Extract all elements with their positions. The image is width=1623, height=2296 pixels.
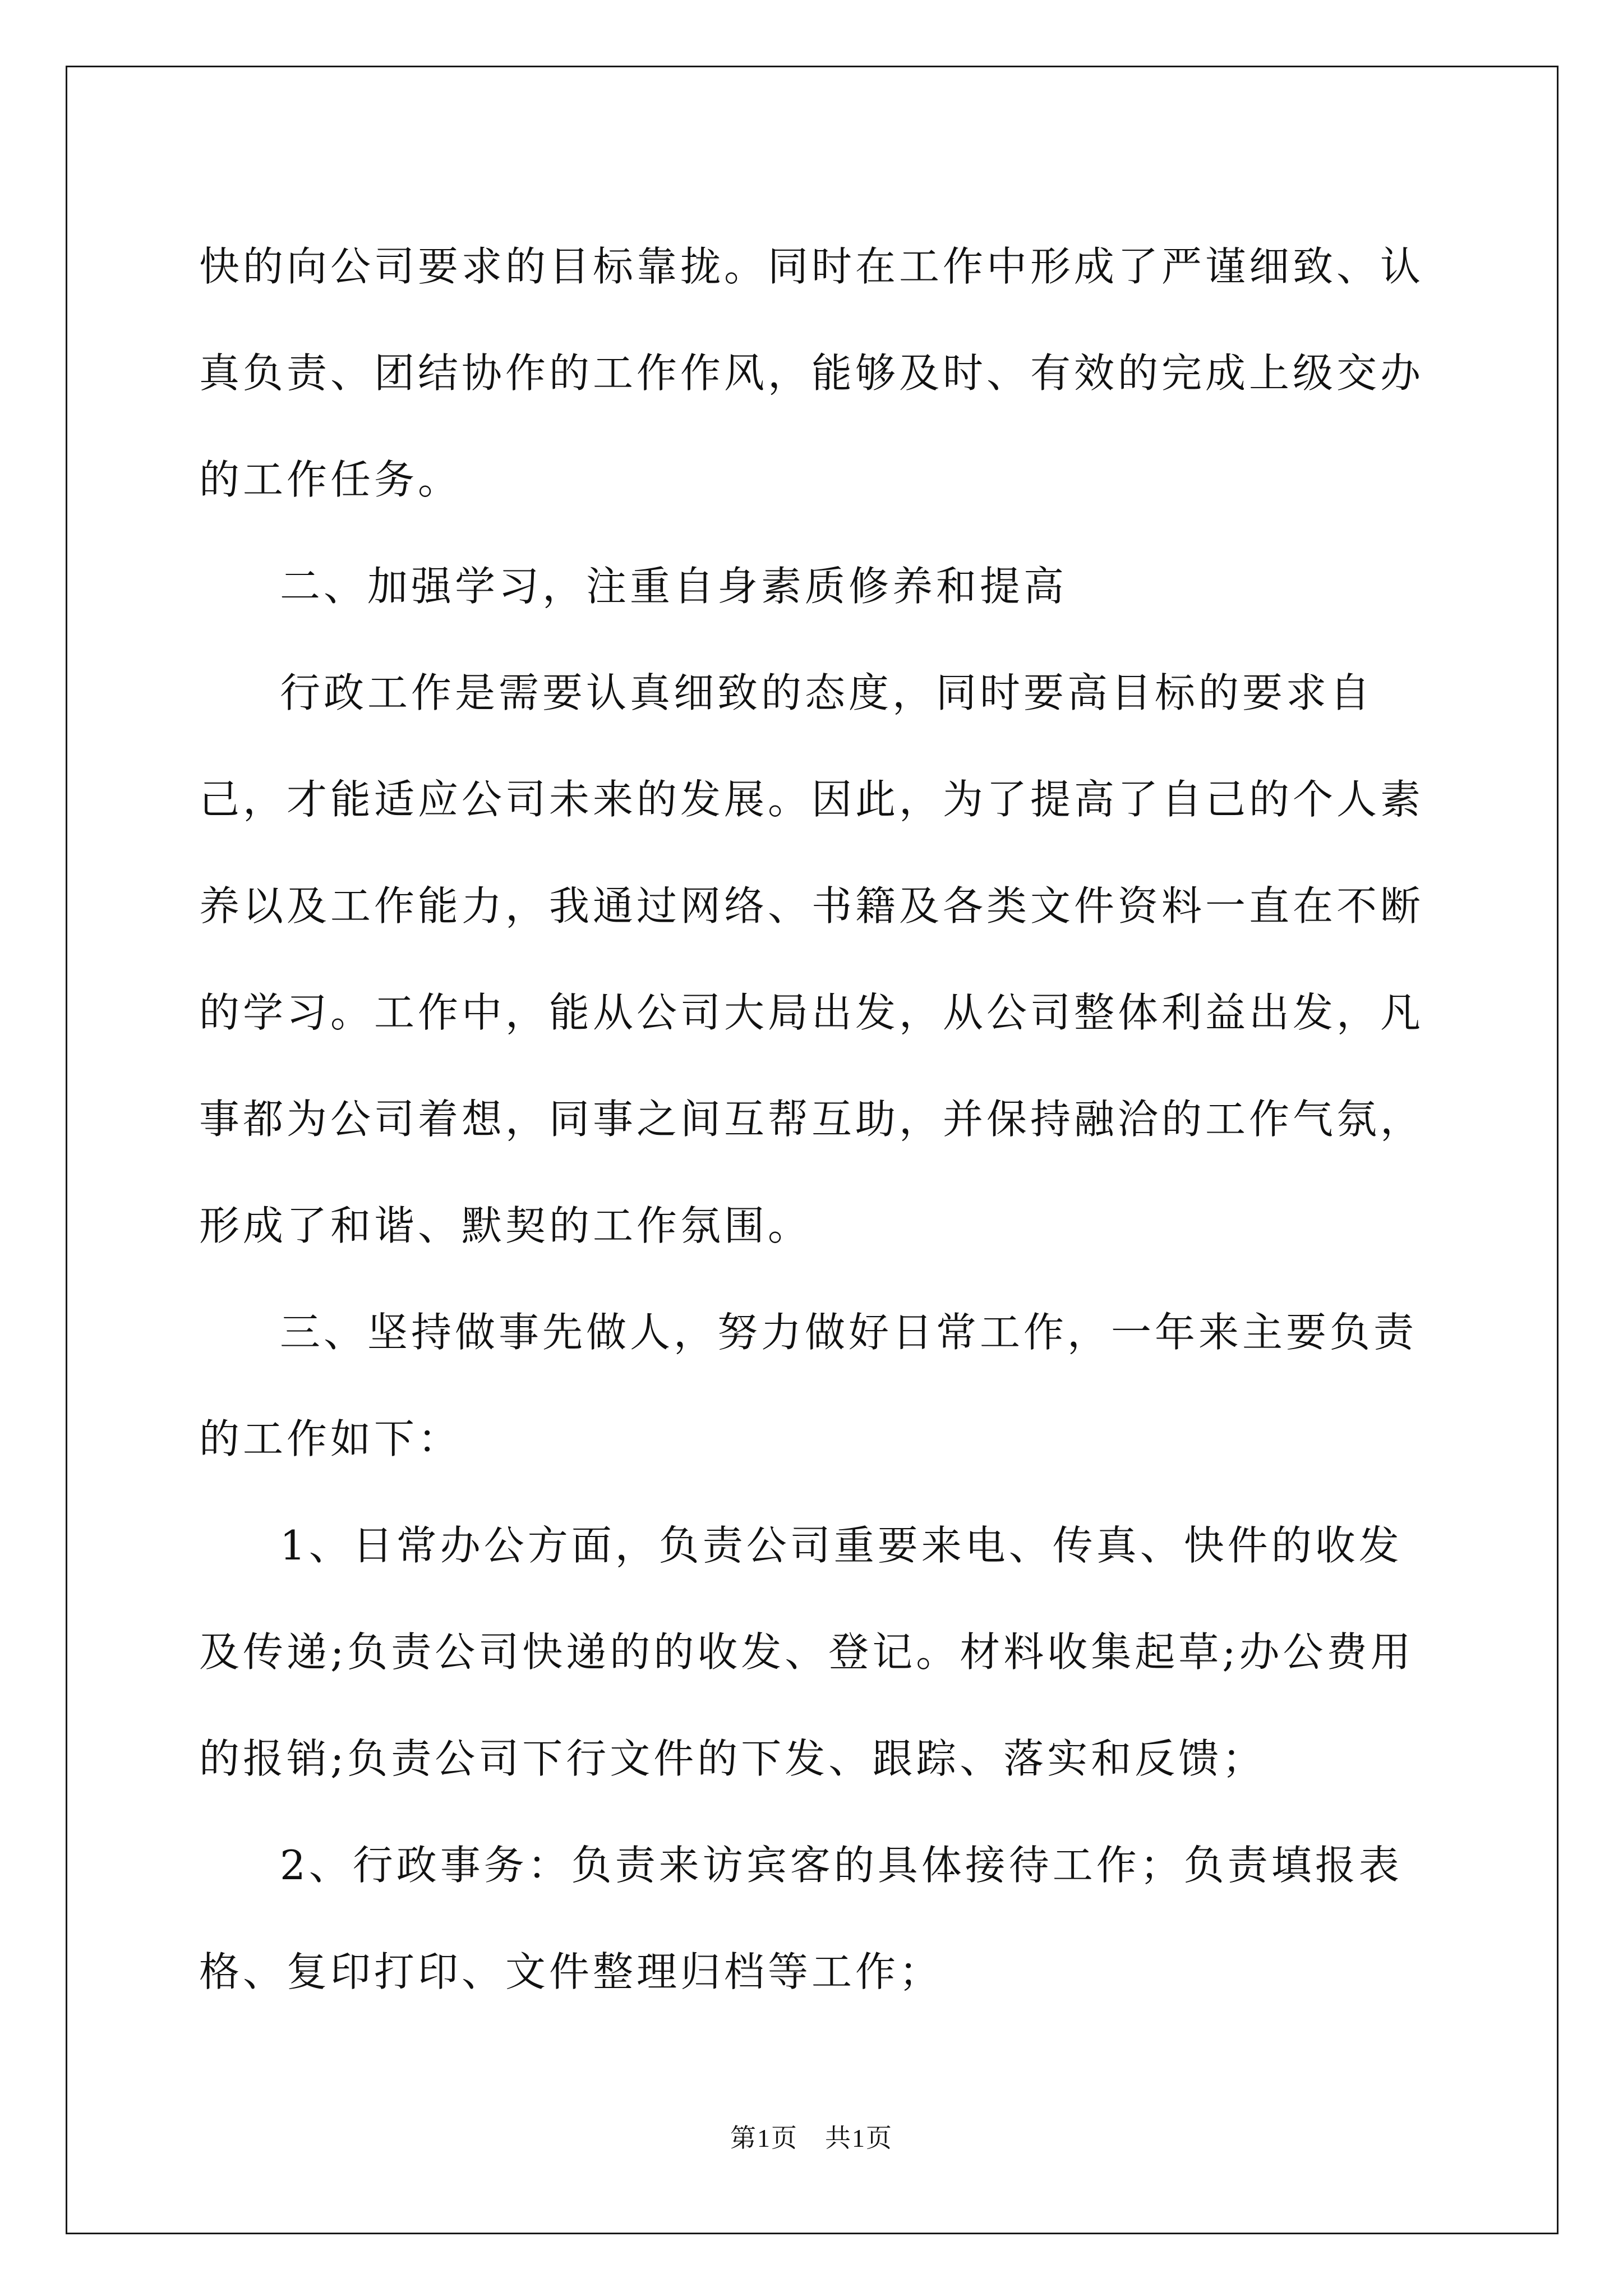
list-item-2: 2、行政事务：负责来访宾客的具体接待工作；负责填报表格、复印打印、文件整理归档等工作； (199, 1842, 1403, 1995)
paragraph-1: 快的向公司要求的目标靠拢。同时在工作中形成了严谨细致、认真负责、团结协作的工作作风，能够及时、有效的完成上级交办的工作任务。 (199, 243, 1424, 503)
section-heading-2: 二、加强学习，注重自身素质修养和提高 (280, 563, 1068, 610)
document-body (199, 213, 1438, 2025)
section-heading-3: 三、坚持做事先做人，努力做好日常工作，一年来主要负责的工作如下： (199, 1309, 1418, 1462)
paragraph-3: 行政工作是需要认真细致的态度，同时要高目标的要求自己，才能适应公司未来的发展。因此，为了提高了自己的个人素养以及工作能力，我通过网络、书籍及各类文件资料一直在不断的学习。工作中，能从公司大局出发，从公司整体利益出发，凡事都为公司着想，同事之间互帮互助，并保持融洽的工作气氛，形成了和谐、默契的工作氛围。 (199, 669, 1424, 1249)
page-number-footer: 第1页 共1页 (730, 2124, 893, 2152)
list-item-1: 1、日常办公方面，负责公司重要来电、传真、快件的收发及传递;负责公司快递的的收发、登记。材料收集起草;办公费用的报销;负责公司下行文件的下发、跟踪、落实和反馈； (199, 1522, 1414, 1782)
